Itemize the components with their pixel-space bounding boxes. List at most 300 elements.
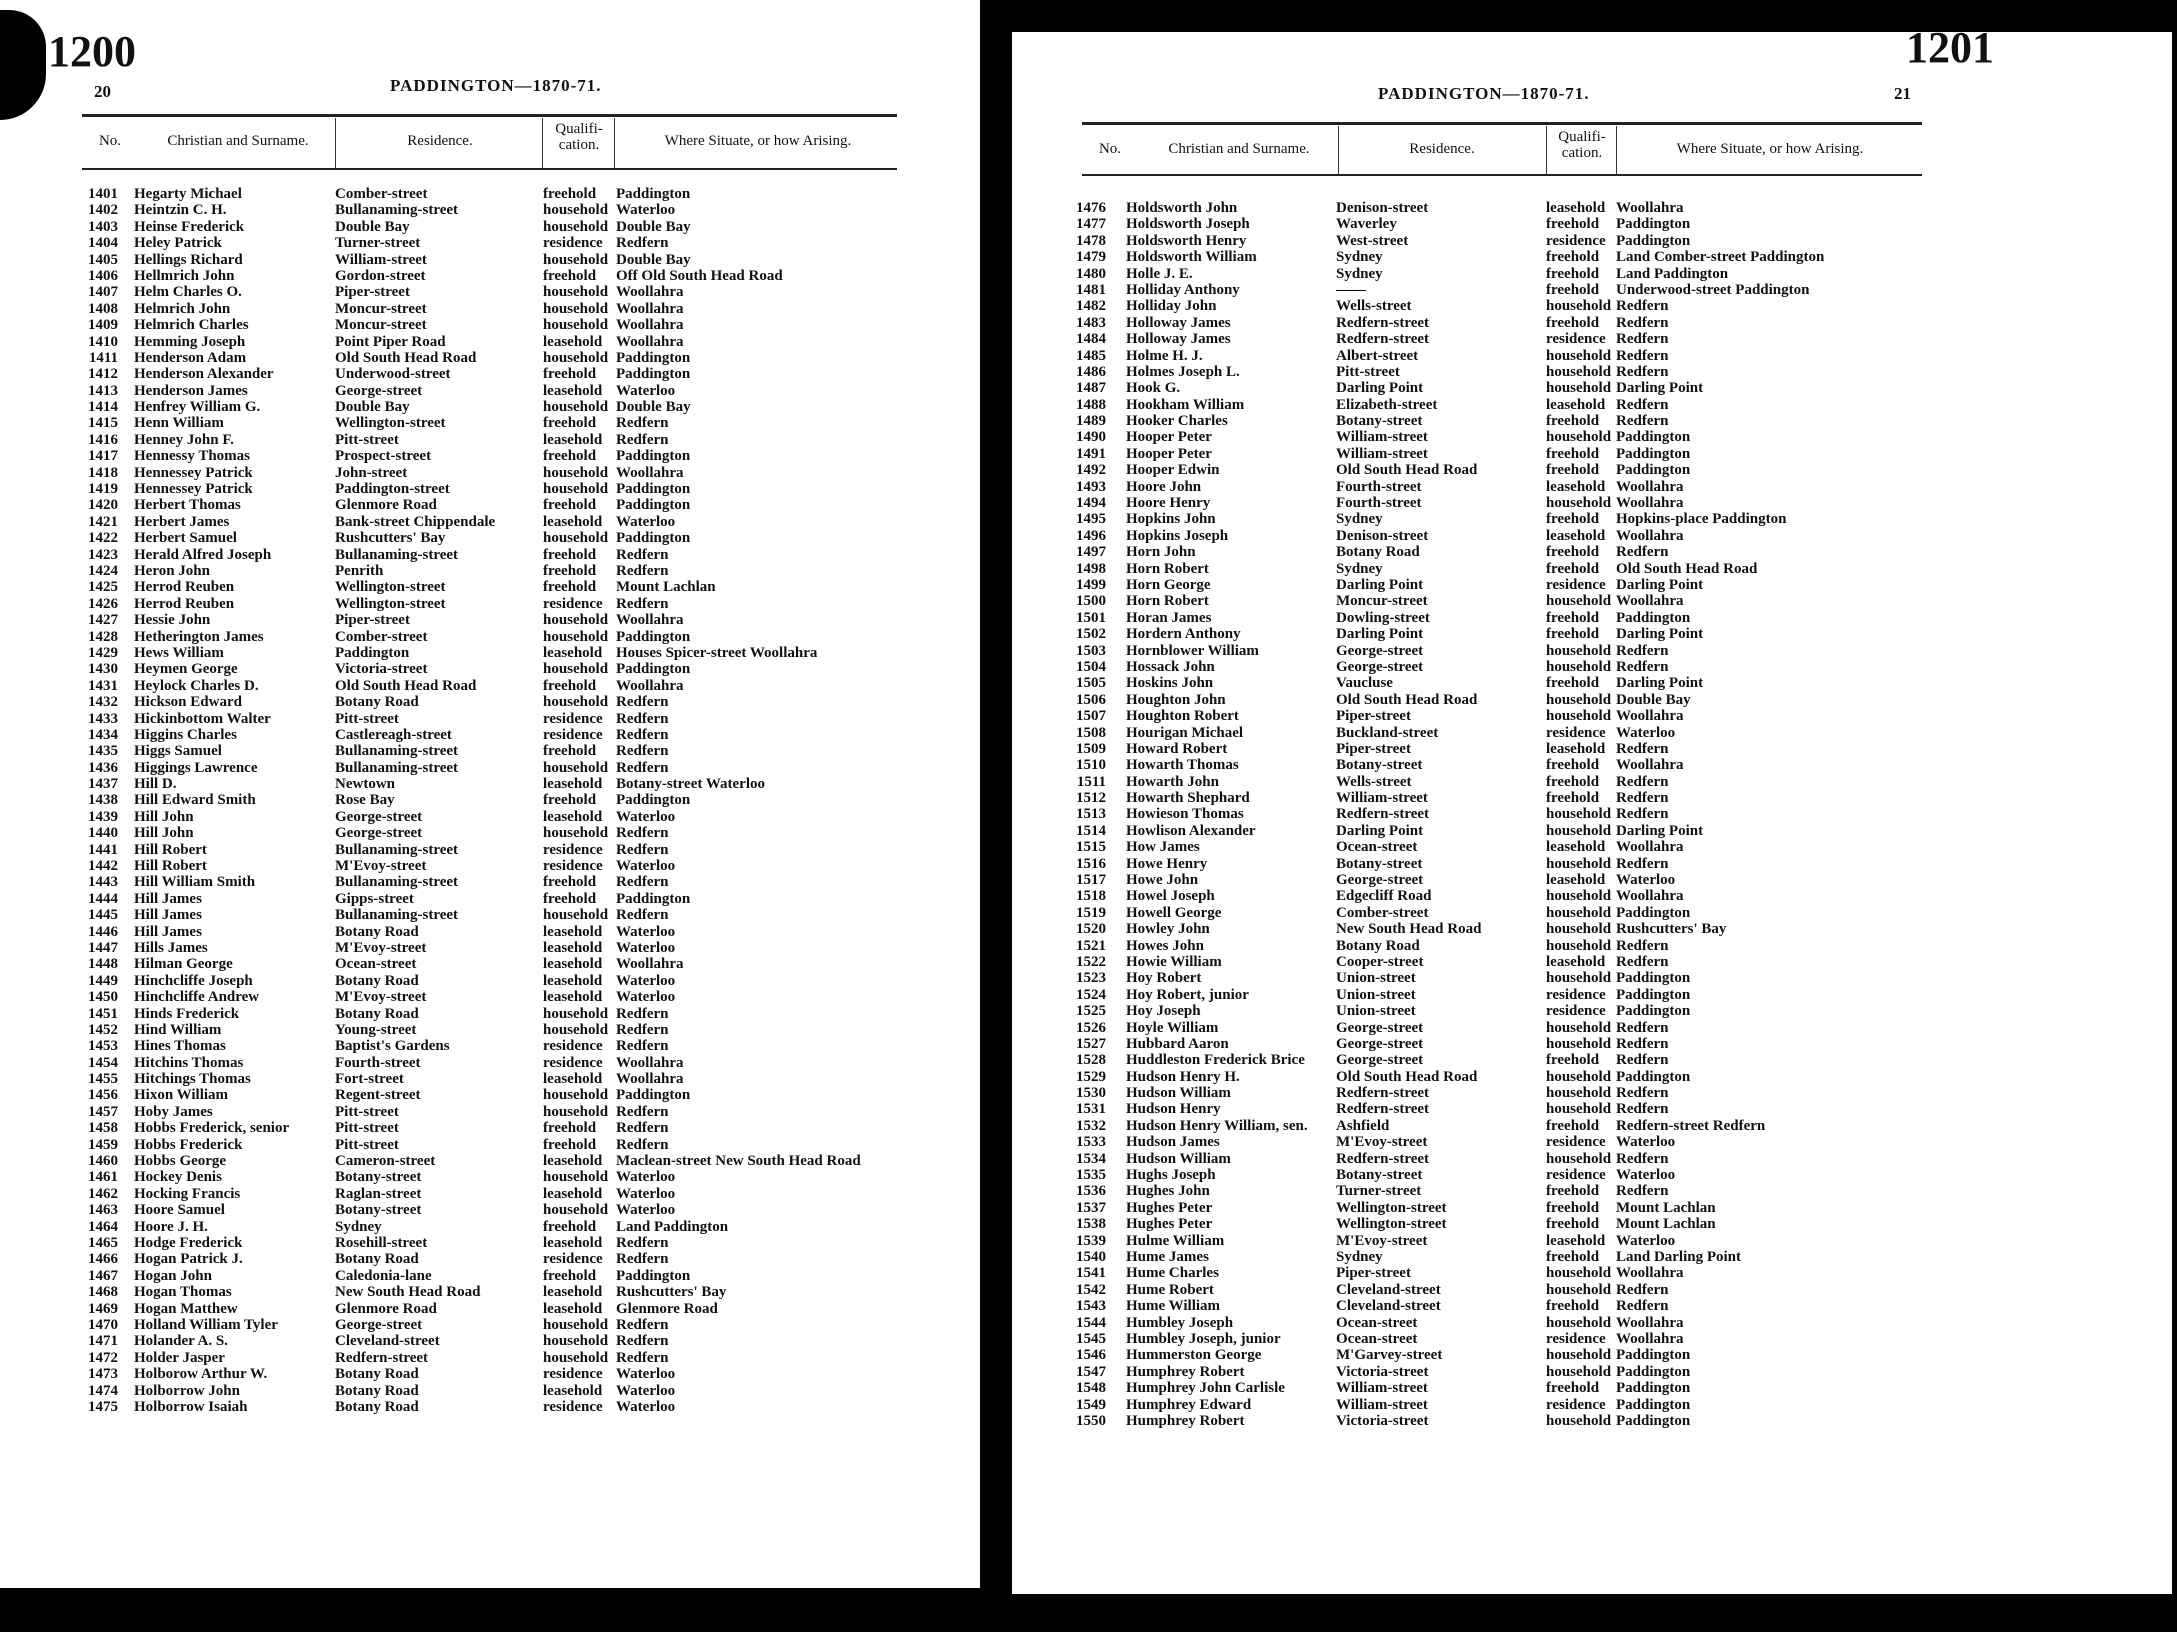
elector-where-situate: Hopkins-place Paddington xyxy=(1616,511,1787,528)
elector-name: Hoore Samuel xyxy=(134,1202,225,1219)
entry-number: 1403 xyxy=(88,218,118,235)
elector-name: Hookham William xyxy=(1126,396,1245,413)
elector-name: Humphrey Edward xyxy=(1126,1396,1252,1413)
table-row xyxy=(78,547,968,563)
elector-residence: Botany Road xyxy=(335,1382,419,1399)
table-row xyxy=(78,481,968,497)
table-row xyxy=(1066,1085,2156,1101)
table-row xyxy=(78,415,968,431)
elector-qualification: freehold xyxy=(1546,560,1600,577)
elector-residence: William-street xyxy=(1336,1396,1428,1413)
elector-name: Hughs Joseph xyxy=(1126,1167,1216,1184)
elector-qualification: freehold xyxy=(1546,511,1600,528)
elector-where-situate: Paddington xyxy=(616,1267,691,1284)
elector-qualification: household xyxy=(1546,1347,1612,1364)
elector-qualification: leasehold xyxy=(1546,953,1606,970)
entry-number: 1486 xyxy=(1076,363,1106,380)
entry-number: 1426 xyxy=(88,595,118,612)
elector-qualification: household xyxy=(543,251,609,268)
elector-qualification: household xyxy=(1546,429,1612,446)
elector-residence: Bullanaming-street xyxy=(335,202,459,219)
elector-where-situate: Redfern xyxy=(616,546,669,563)
elector-where-situate: Woollahra xyxy=(1616,1265,1684,1282)
elector-where-situate: Redfern xyxy=(1616,363,1669,380)
elector-residence: Denison-street xyxy=(1336,527,1429,544)
elector-residence: Cooper-street xyxy=(1336,953,1424,970)
elector-residence: Waverley xyxy=(1336,216,1397,233)
elector-where-situate: Paddington xyxy=(1616,1003,1691,1020)
entry-number: 1431 xyxy=(88,677,118,694)
elector-where-situate: Woollahra xyxy=(1616,1330,1684,1347)
elector-qualification: freehold xyxy=(1546,1052,1600,1069)
elector-qualification: household xyxy=(543,300,609,317)
elector-where-situate: Redfern xyxy=(616,694,669,711)
elector-where-situate: Off Old South Head Road xyxy=(616,267,783,284)
elector-qualification: residence xyxy=(1546,724,1606,741)
table-row xyxy=(78,1104,968,1120)
elector-residence: Raglan-street xyxy=(335,1185,422,1202)
elector-where-situate: Redfern xyxy=(616,1349,669,1366)
elector-residence: Old South Head Road xyxy=(1336,462,1478,479)
table-row xyxy=(78,612,968,628)
elector-residence: Ocean-street xyxy=(1336,1330,1418,1347)
elector-name: Hudson Henry William, sen. xyxy=(1126,1117,1308,1134)
elector-residence: Comber-street xyxy=(335,186,428,202)
elector-name: Hill Robert xyxy=(134,858,207,875)
elector-name: Howell George xyxy=(1126,904,1222,921)
table-row xyxy=(78,383,968,399)
table-row xyxy=(1066,774,2156,790)
elector-qualification: freehold xyxy=(543,579,597,596)
entry-number: 1456 xyxy=(88,1087,118,1104)
elector-name: Howie William xyxy=(1126,953,1222,970)
entry-number: 1445 xyxy=(88,907,118,924)
elector-name: Holdsworth Joseph xyxy=(1126,216,1250,233)
elector-residence: Cleveland-street xyxy=(1336,1298,1441,1315)
elector-where-situate: Woollahra xyxy=(616,317,684,334)
entry-number: 1422 xyxy=(88,530,118,547)
elector-name: Hoyle William xyxy=(1126,1019,1219,1036)
elector-qualification: household xyxy=(1546,822,1612,839)
elector-qualification: leasehold xyxy=(1546,740,1606,757)
table-row xyxy=(1066,1020,2156,1036)
table-row xyxy=(1066,397,2156,413)
entry-number: 1429 xyxy=(88,644,118,661)
elector-qualification: household xyxy=(543,1021,609,1038)
entry-number: 1409 xyxy=(88,317,118,334)
elector-residence: Moncur-street xyxy=(335,317,427,334)
elector-where-situate: Waterloo xyxy=(616,513,676,530)
entry-number: 1413 xyxy=(88,382,118,399)
elector-where-situate: Paddington xyxy=(616,628,691,645)
elector-where-situate: Waterloo xyxy=(616,382,676,399)
elector-name: Henney John F. xyxy=(134,431,234,448)
table-row xyxy=(1066,1331,2156,1347)
column-header-where: Where Situate, or how Arising. xyxy=(1676,141,1864,157)
elector-residence: George-street xyxy=(335,808,423,825)
entry-number: 1547 xyxy=(1076,1363,1106,1380)
table-row xyxy=(78,1333,968,1349)
entry-number: 1502 xyxy=(1076,626,1106,643)
elector-name: Herbert Samuel xyxy=(134,530,237,547)
table-row xyxy=(1066,413,2156,429)
elector-qualification: leasehold xyxy=(543,1300,603,1317)
table-row xyxy=(1066,331,2156,347)
entry-number: 1537 xyxy=(1076,1199,1106,1216)
elector-qualification: leasehold xyxy=(1546,839,1606,856)
entry-number: 1424 xyxy=(88,562,118,579)
entry-number: 1503 xyxy=(1076,642,1106,659)
elector-residence: Caledonia-lane xyxy=(335,1267,432,1284)
elector-name: Hennessy Thomas xyxy=(134,448,251,465)
elector-qualification: leasehold xyxy=(1546,1232,1606,1249)
elector-residence: Ocean-street xyxy=(1336,839,1418,856)
table-row xyxy=(78,219,968,235)
elector-where-situate: Woollahra xyxy=(1616,888,1684,905)
elector-residence: Paddington xyxy=(335,644,410,661)
elector-residence: Bullanaming-street xyxy=(335,743,459,760)
elector-name: Hoy Robert xyxy=(1126,970,1202,987)
table-row xyxy=(78,661,968,677)
elector-name: Holborrow John xyxy=(134,1382,240,1399)
entry-number: 1479 xyxy=(1076,249,1106,266)
entry-number: 1540 xyxy=(1076,1249,1106,1265)
elector-residence: M'Evoy-street xyxy=(335,858,427,875)
table-row xyxy=(1066,1101,2156,1117)
elector-qualification: household xyxy=(1546,1265,1612,1282)
elector-name: Holmes Joseph L. xyxy=(1126,363,1240,380)
elector-where-situate: Redfern xyxy=(616,1120,669,1137)
entry-number: 1469 xyxy=(88,1300,118,1317)
entry-number: 1463 xyxy=(88,1202,118,1219)
elector-where-situate: Woollahra xyxy=(616,284,684,301)
elector-residence: Ashfield xyxy=(1336,1117,1390,1134)
elector-residence: Botany Road xyxy=(335,694,419,711)
entry-number: 1407 xyxy=(88,284,118,301)
table-row xyxy=(1066,1036,2156,1052)
elector-residence: Double Bay xyxy=(335,218,410,235)
elector-residence: Wellington-street xyxy=(335,595,446,612)
elector-residence: Newtown xyxy=(335,776,395,793)
elector-name: Hill Robert xyxy=(134,841,207,858)
elector-where-situate: Paddington xyxy=(616,366,691,383)
elector-residence: Redfern-street xyxy=(1336,1085,1430,1102)
elector-residence: Young-street xyxy=(335,1021,417,1038)
elector-residence: Piper-street xyxy=(1336,708,1411,725)
electors-list xyxy=(1066,200,2156,1429)
entry-number: 1490 xyxy=(1076,429,1106,446)
elector-name: Huddleston Frederick Brice xyxy=(1126,1052,1305,1069)
elector-name: Hinds Frederick xyxy=(134,1005,240,1022)
table-row xyxy=(78,1202,968,1218)
elector-where-situate: Waterloo xyxy=(1616,724,1676,741)
elector-qualification: household xyxy=(543,628,609,645)
elector-qualification: freehold xyxy=(1546,544,1600,561)
elector-where-situate: Paddington xyxy=(616,890,691,907)
entry-number: 1546 xyxy=(1076,1347,1106,1364)
elector-residence: Fort-street xyxy=(335,1071,404,1088)
table-row xyxy=(1066,675,2156,691)
table-row xyxy=(1066,1118,2156,1134)
elector-name: Howarth Thomas xyxy=(1126,757,1239,774)
table-row xyxy=(78,1038,968,1054)
elector-where-situate: Botany-street Waterloo xyxy=(616,776,765,793)
elector-name: Hitchins Thomas xyxy=(134,1054,244,1071)
elector-name: Hume Robert xyxy=(1126,1281,1214,1298)
table-row xyxy=(78,956,968,972)
elector-qualification: household xyxy=(1546,904,1612,921)
elector-qualification: household xyxy=(1546,1314,1612,1331)
elector-name: Hogan Thomas xyxy=(134,1284,232,1301)
elector-residence: Botany Road xyxy=(1336,544,1420,561)
entry-number: 1538 xyxy=(1076,1216,1106,1233)
elector-qualification: residence xyxy=(1546,331,1606,348)
elector-where-situate: Waterloo xyxy=(616,939,676,956)
elector-where-situate: Redfern xyxy=(616,759,669,776)
elector-where-situate: Redfern xyxy=(1616,855,1669,872)
elector-qualification: leasehold xyxy=(543,1185,603,1202)
elector-name: Hooker Charles xyxy=(1126,413,1228,430)
elector-name: Hobbs George xyxy=(134,1153,227,1170)
table-row xyxy=(78,334,968,350)
elector-qualification: household xyxy=(543,481,609,498)
table-row xyxy=(78,629,968,645)
elector-qualification: freehold xyxy=(543,1120,597,1137)
table-row xyxy=(1066,1151,2156,1167)
table-row xyxy=(78,760,968,776)
elector-residence: Bullanaming-street xyxy=(335,546,459,563)
table-row xyxy=(1066,380,2156,396)
elector-qualification: household xyxy=(1546,363,1612,380)
elector-qualification: leasehold xyxy=(543,939,603,956)
elector-where-situate: Redfern xyxy=(616,825,669,842)
table-row xyxy=(1066,741,2156,757)
elector-where-situate: Woollahra xyxy=(616,677,684,694)
elector-qualification: freehold xyxy=(1546,314,1600,331)
elector-residence: Botany Road xyxy=(335,1005,419,1022)
entry-number: 1514 xyxy=(1076,822,1106,839)
elector-residence: Wellington-street xyxy=(335,415,446,432)
elector-qualification: household xyxy=(1546,1150,1612,1167)
elector-where-situate: Redfern xyxy=(616,595,669,612)
table-row xyxy=(78,1120,968,1136)
elector-qualification: household xyxy=(1546,806,1612,823)
elector-where-situate: Redfern xyxy=(1616,331,1669,348)
elector-name: Hill D. xyxy=(134,776,177,793)
elector-name: Heinse Frederick xyxy=(134,218,245,235)
elector-residence: Union-street xyxy=(1336,970,1416,987)
elector-name: Hook G. xyxy=(1126,380,1181,397)
table-row xyxy=(78,1350,968,1366)
elector-residence: Cameron-street xyxy=(335,1153,436,1170)
elector-name: Hourigan Michael xyxy=(1126,724,1244,741)
entry-number: 1416 xyxy=(88,431,118,448)
elector-where-situate: Paddington xyxy=(616,792,691,809)
elector-qualification: leasehold xyxy=(543,431,603,448)
elector-qualification: freehold xyxy=(543,546,597,563)
table-row xyxy=(78,1251,968,1267)
entry-number: 1452 xyxy=(88,1021,118,1038)
elector-name: Humphrey Robert xyxy=(1126,1412,1245,1429)
elector-name: Hetherington James xyxy=(134,628,264,645)
table-row xyxy=(78,678,968,694)
elector-residence: Pitt-street xyxy=(335,1120,399,1137)
entry-number: 1402 xyxy=(88,202,118,219)
elector-residence: George-street xyxy=(1336,1019,1424,1036)
elector-where-situate: Redfern xyxy=(616,431,669,448)
elector-residence: Penrith xyxy=(335,562,384,579)
elector-residence: M'Evoy-street xyxy=(1336,1134,1428,1151)
elector-residence: Piper-street xyxy=(335,284,410,301)
entry-number: 1487 xyxy=(1076,380,1106,397)
elector-qualification: household xyxy=(543,1169,609,1186)
table-row xyxy=(78,596,968,612)
elector-qualification: freehold xyxy=(543,415,597,432)
elector-residence: Pitt-street xyxy=(335,1103,399,1120)
elector-where-situate: Paddington xyxy=(616,530,691,547)
folio-number: 1200 xyxy=(48,27,136,76)
elector-qualification: residence xyxy=(543,1251,603,1268)
elector-where-situate: Paddington xyxy=(1616,1363,1691,1380)
entry-number: 1406 xyxy=(88,267,118,284)
elector-name: Howel Joseph xyxy=(1126,888,1215,905)
elector-name: Heley Patrick xyxy=(134,235,222,252)
elector-name: Hume William xyxy=(1126,1298,1221,1315)
elector-qualification: freehold xyxy=(543,792,597,809)
entry-number: 1506 xyxy=(1076,691,1106,708)
elector-qualification: freehold xyxy=(543,874,597,891)
elector-residence: Botany-street xyxy=(1336,855,1423,872)
table-row xyxy=(1066,544,2156,560)
elector-where-situate: Redfern xyxy=(1616,1085,1669,1102)
table-row xyxy=(78,825,968,841)
table-row xyxy=(78,973,968,989)
elector-name: Horan James xyxy=(1126,609,1212,626)
elector-where-situate: Maclean-street New South Head Road xyxy=(616,1153,861,1170)
elector-where-situate: Woollahra xyxy=(616,956,684,973)
elector-residence: Moncur-street xyxy=(1336,593,1428,610)
elector-qualification: leasehold xyxy=(543,1382,603,1399)
entry-number: 1533 xyxy=(1076,1134,1106,1151)
table-row xyxy=(78,694,968,710)
column-divider xyxy=(335,118,336,168)
table-row xyxy=(78,202,968,218)
elector-residence: Union-street xyxy=(1336,986,1416,1003)
table-row xyxy=(78,874,968,890)
table-row xyxy=(1066,1347,2156,1363)
table-row xyxy=(78,432,968,448)
elector-qualification: leasehold xyxy=(543,1071,603,1088)
table-row xyxy=(78,1186,968,1202)
elector-name: Hellmrich John xyxy=(134,267,235,284)
elector-name: Hind William xyxy=(134,1021,222,1038)
elector-qualification: household xyxy=(543,218,609,235)
elector-where-situate: Darling Point xyxy=(1616,626,1704,643)
elector-name: Hoby James xyxy=(134,1103,213,1120)
elector-qualification: leasehold xyxy=(543,513,603,530)
elector-where-situate: Paddington xyxy=(1616,1068,1691,1085)
elector-name: Hughes John xyxy=(1126,1183,1210,1200)
elector-name: Hogan John xyxy=(134,1267,212,1284)
elector-qualification: freehold xyxy=(1546,265,1600,282)
elector-where-situate: Waterloo xyxy=(616,923,676,940)
elector-where-situate: Paddington xyxy=(1616,609,1691,626)
elector-residence: Baptist's Gardens xyxy=(335,1038,450,1055)
elector-name: Howley John xyxy=(1126,921,1210,938)
elector-name: Hooper Peter xyxy=(1126,429,1212,446)
elector-name: Hill James xyxy=(134,923,202,940)
running-head: PADDINGTON—1870-71. xyxy=(1378,84,1590,103)
elector-name: Holdsworth William xyxy=(1126,249,1257,266)
entry-number: 1520 xyxy=(1076,921,1106,938)
table-row xyxy=(1066,348,2156,364)
elector-name: Heymen George xyxy=(134,661,238,678)
elector-where-situate: Woollahra xyxy=(616,300,684,317)
entry-number: 1427 xyxy=(88,612,118,629)
elector-residence: Regent-street xyxy=(335,1087,421,1104)
table-row xyxy=(1066,905,2156,921)
elector-name: Horn Robert xyxy=(1126,560,1209,577)
elector-where-situate: Woollahra xyxy=(616,333,684,350)
elector-where-situate: Redfern xyxy=(1616,1298,1669,1315)
elector-name: Holder Jasper xyxy=(134,1349,225,1366)
elector-name: Higgs Samuel xyxy=(134,743,222,760)
elector-where-situate: Double Bay xyxy=(1616,691,1691,708)
elector-name: Holme H. J. xyxy=(1126,347,1203,364)
elector-residence: Botany-street xyxy=(335,1202,422,1219)
entry-number: 1476 xyxy=(1076,200,1106,216)
table-row xyxy=(1066,790,2156,806)
elector-qualification: residence xyxy=(543,1054,603,1071)
table-row xyxy=(1066,315,2156,331)
elector-qualification: household xyxy=(1546,642,1612,659)
table-row xyxy=(1066,577,2156,593)
elector-where-situate: Redfern xyxy=(1616,1019,1669,1036)
table-row xyxy=(78,1284,968,1300)
elector-residence: William-street xyxy=(1336,1380,1428,1397)
elector-name: Helmrich John xyxy=(134,300,231,317)
table-row xyxy=(78,186,968,202)
entry-number: 1516 xyxy=(1076,855,1106,872)
elector-where-situate: Darling Point xyxy=(1616,576,1704,593)
elector-name: Helm Charles O. xyxy=(134,284,242,301)
elector-where-situate: Paddington xyxy=(1616,1347,1691,1364)
entry-number: 1524 xyxy=(1076,986,1106,1003)
elector-where-situate: Paddington xyxy=(616,481,691,498)
elector-qualification: household xyxy=(1546,921,1612,938)
elector-where-situate: Redfern xyxy=(1616,1183,1669,1200)
elector-name: Holland William Tyler xyxy=(134,1316,278,1333)
elector-name: Holander A. S. xyxy=(134,1333,228,1350)
elector-where-situate: Redfern xyxy=(1616,806,1669,823)
table-row xyxy=(78,252,968,268)
elector-where-situate: Redfern xyxy=(1616,1101,1669,1118)
elector-where-situate: Woollahra xyxy=(1616,1314,1684,1331)
table-row xyxy=(78,776,968,792)
left-page xyxy=(0,0,980,1588)
elector-name: Hume Charles xyxy=(1126,1265,1219,1282)
elector-qualification: household xyxy=(1546,888,1612,905)
elector-where-situate: Mount Lachlan xyxy=(1616,1199,1716,1216)
entry-number: 1473 xyxy=(88,1366,118,1383)
elector-residence: Piper-street xyxy=(1336,1265,1411,1282)
elector-residence: Sydney xyxy=(1336,265,1383,282)
elector-qualification: leasehold xyxy=(1546,396,1606,413)
elector-where-situate: Rushcutters' Bay xyxy=(616,1284,727,1301)
elector-qualification: residence xyxy=(1546,986,1606,1003)
entry-number: 1468 xyxy=(88,1284,118,1301)
elector-where-situate: Woollahra xyxy=(1616,839,1684,856)
